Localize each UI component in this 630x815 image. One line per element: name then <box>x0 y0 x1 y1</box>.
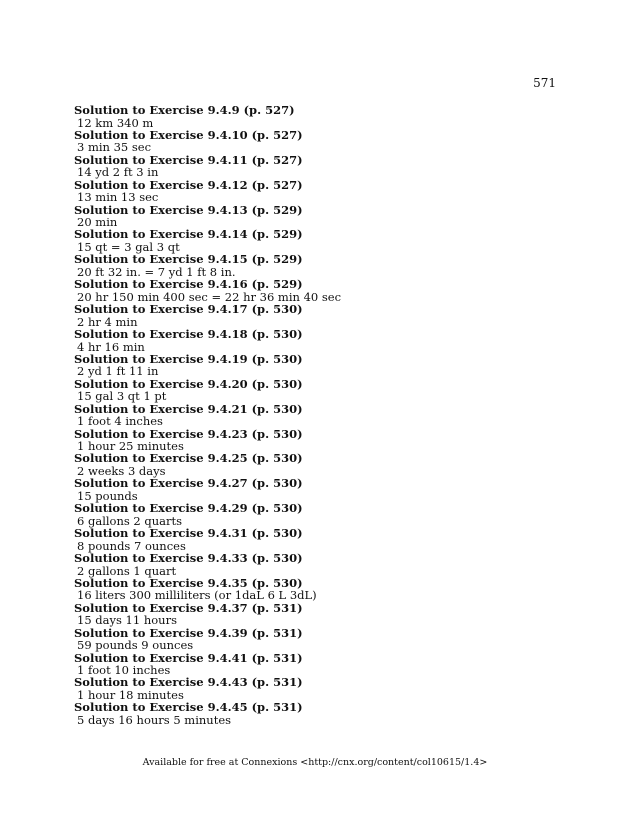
solution-heading: Solution to Exercise 9.4.25 (p. 530) <box>74 451 303 466</box>
solution-item <box>74 627 564 652</box>
solution-item <box>74 577 564 602</box>
solution-heading: Solution to Exercise 9.4.43 (p. 531) <box>74 675 303 690</box>
solution-heading: Solution to Exercise 9.4.12 (p. 527) <box>74 177 303 192</box>
solution-item <box>74 303 564 328</box>
solution-item <box>74 154 564 179</box>
solution-item <box>74 502 564 527</box>
solution-heading: Solution to Exercise 9.4.37 (p. 531) <box>74 600 303 615</box>
solution-answer: 15 gal 3 qt 1 pt <box>77 389 167 404</box>
solution-answer: 15 pounds <box>77 488 138 503</box>
solution-item <box>74 701 564 726</box>
solution-item <box>74 104 564 129</box>
solution-item <box>74 403 564 428</box>
solution-item <box>74 602 564 627</box>
solution-heading: Solution to Exercise 9.4.45 (p. 531) <box>74 700 303 715</box>
solution-heading: Solution to Exercise 9.4.21 (p. 530) <box>74 401 303 416</box>
solution-answer: 2 gallons 1 quart <box>77 563 177 578</box>
solution-answer: 2 yd 1 ft 11 in <box>77 364 159 379</box>
solution-item <box>74 353 564 378</box>
solution-item <box>74 204 564 229</box>
solution-heading: Solution to Exercise 9.4.15 (p. 529) <box>74 252 303 267</box>
solution-item <box>74 676 564 701</box>
solution-answer: 1 hour 18 minutes <box>77 687 184 702</box>
solution-heading: Solution to Exercise 9.4.23 (p. 530) <box>74 426 303 441</box>
solution-heading: Solution to Exercise 9.4.13 (p. 529) <box>74 202 303 217</box>
solution-answer: 6 gallons 2 quarts <box>77 513 183 528</box>
solution-answer: 13 min 13 sec <box>77 190 159 205</box>
solution-answer: 59 pounds 9 ounces <box>77 638 194 653</box>
solution-item <box>74 477 564 502</box>
page-number: 571 <box>533 76 556 90</box>
solution-answer: 16 liters 300 milliliters (or 1daL 6 L 3dL) <box>77 588 317 603</box>
solution-heading: Solution to Exercise 9.4.18 (p. 530) <box>74 327 303 342</box>
solution-heading: Solution to Exercise 9.4.16 (p. 529) <box>74 277 303 292</box>
solution-answer: 5 days 16 hours 5 minutes <box>77 712 232 727</box>
footer-source-note: Available for free at Connexions <http://cnx.org/content/col10615/1.4> <box>142 757 488 768</box>
solution-answer: 4 hr 16 min <box>77 339 145 354</box>
solution-answer: 12 km 340 m <box>77 115 154 130</box>
solution-heading: Solution to Exercise 9.4.33 (p. 530) <box>74 551 303 566</box>
solution-heading: Solution to Exercise 9.4.19 (p. 530) <box>74 351 303 366</box>
solution-heading: Solution to Exercise 9.4.10 (p. 527) <box>74 127 303 142</box>
solution-item <box>74 452 564 477</box>
solution-answer: 3 min 35 sec <box>77 140 152 155</box>
solution-answer: 1 foot 10 inches <box>77 663 171 678</box>
solution-heading: Solution to Exercise 9.4.20 (p. 530) <box>74 376 303 391</box>
solution-item <box>74 129 564 154</box>
solution-item <box>74 527 564 552</box>
solution-heading: Solution to Exercise 9.4.39 (p. 531) <box>74 625 303 640</box>
solution-answer: 20 hr 150 min 400 sec = 22 hr 36 min 40 sec <box>77 289 342 304</box>
solution-heading: Solution to Exercise 9.4.11 (p. 527) <box>74 152 303 167</box>
solution-item <box>74 328 564 353</box>
solution-heading: Solution to Exercise 9.4.14 (p. 529) <box>74 227 303 242</box>
solutions-list <box>74 104 564 726</box>
solution-heading: Solution to Exercise 9.4.29 (p. 530) <box>74 501 303 516</box>
solution-heading: Solution to Exercise 9.4.41 (p. 531) <box>74 650 303 665</box>
solution-item <box>74 428 564 453</box>
solution-answer: 2 weeks 3 days <box>77 463 166 478</box>
solution-heading: Solution to Exercise 9.4.9 (p. 527) <box>74 103 295 117</box>
solution-answer: 8 pounds 7 ounces <box>77 538 186 553</box>
solution-item <box>74 179 564 204</box>
solution-heading: Solution to Exercise 9.4.27 (p. 530) <box>74 476 303 491</box>
solution-item <box>74 228 564 253</box>
solution-answer: 20 ft 32 in. = 7 yd 1 ft 8 in. <box>77 264 236 279</box>
solution-answer: 2 hr 4 min <box>77 314 138 329</box>
solution-item <box>74 278 564 303</box>
solution-heading: Solution to Exercise 9.4.31 (p. 530) <box>74 526 303 541</box>
solution-heading: Solution to Exercise 9.4.35 (p. 530) <box>74 575 303 590</box>
solution-item <box>74 552 564 577</box>
solution-item <box>74 652 564 677</box>
solution-answer: 1 hour 25 minutes <box>77 439 184 454</box>
solution-answer: 14 yd 2 ft 3 in <box>77 165 159 180</box>
solution-answer: 15 days 11 hours <box>77 613 177 628</box>
solution-answer: 20 min <box>77 215 118 230</box>
solution-answer: 15 qt = 3 gal 3 qt <box>77 239 180 254</box>
solution-item <box>74 378 564 403</box>
solution-answer: 1 foot 4 inches <box>77 414 163 429</box>
solution-heading: Solution to Exercise 9.4.17 (p. 530) <box>74 302 303 317</box>
solution-item <box>74 253 564 278</box>
